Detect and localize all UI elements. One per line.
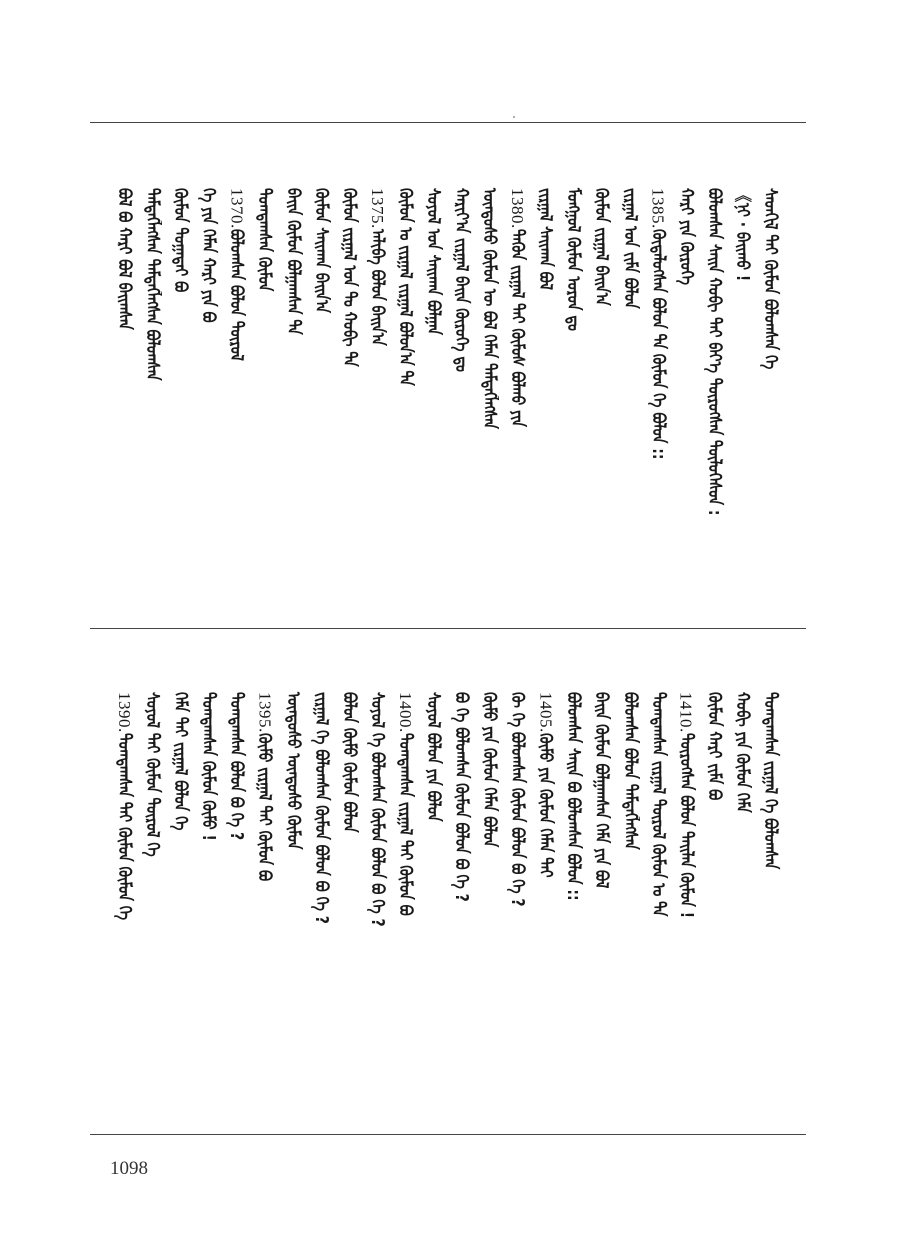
- verse-text: ᠵᠢᠷᠭᠠᠯ ᠬᠡ ᠪᠣᠯᠣᠭᠰᠠᠨ ᠬᠦᠮᠦᠨ ᠪᠣᠯᠣᠨ ᠪᠣ ᠬᠡ ?: [310, 692, 331, 924]
- verse-line: [393, 692, 417, 916]
- verse-line: [140, 692, 164, 857]
- verse-text: ᠬᠤᠪᠢ ᠶᠢᠨ ᠬᠦᠮᠦᠨ ᠬᠡᠮᠡ: [731, 692, 752, 813]
- scan-speck: [513, 116, 515, 118]
- line-number: 1380.: [508, 188, 528, 229]
- verse-text: ᠦᠨᠳᠦᠰᠦ ᠦᠨᠳᠦᠰᠦ ᠬᠦᠮᠦᠨ: [282, 692, 303, 850]
- verse-text: ᠬᠦᠮᠦᠨ ᠬᠠᠷᠢ ᠵᠢᠮᠡ ᠪᠣ: [703, 692, 724, 801]
- verse-text: ᠲᠣᠭᠲᠠᠭᠰᠠᠨ ᠬᠦᠮᠦᠨ ᠬᠦᠮᠦ !: [198, 692, 219, 841]
- verse-line: [224, 188, 248, 361]
- verse-line: [449, 188, 473, 372]
- verse-text: ᠬᠦᠮᠦ ᠵᠢᠷᠭᠠᠯ ᠲᠠᠢ ᠬᠦᠮᠦᠨ ᠪᠣ: [254, 732, 275, 881]
- verse-text: ᠰᠣᠶᠣᠯ ᠪᠣᠯᠣᠨ ᠶᠢᠨ ᠪᠣᠯᠣᠨ: [422, 692, 443, 822]
- verse-text: ᠬᠠᠷᠢ ᠶᠢᠨ ᠬᠦᠷᠦᠭᠡ: [675, 188, 696, 285]
- line-number: 1395.: [255, 692, 275, 733]
- verse-text: ᠲᠣᠭᠲᠠᠭᠰᠠᠨ ᠵᠢᠷᠭᠠᠯ ᠬᠡ ᠪᠣᠯᠣᠭᠰᠠᠨ: [760, 692, 780, 870]
- verse-line: [224, 692, 248, 840]
- verse-line: [758, 692, 782, 869]
- verse-line: [589, 692, 613, 888]
- line-number: 1390.: [115, 692, 134, 733]
- verse-line: [730, 692, 754, 813]
- verse-line: [702, 692, 726, 800]
- verse-line: [281, 188, 305, 335]
- verse-text: ᠪᠠᠢᠨ ᠬᠦᠮᠦᠨ ᠪᠣᠯᠭᠠᠭᠰᠠᠨ ᠲᠡ: [282, 188, 303, 335]
- verse-text: ᠪᠣ ᠬᠡ ᠪᠣᠯᠣᠭᠰᠠᠨ ᠬᠦᠮᠦᠨ ᠪᠣᠯᠣᠨ ᠪᠣ ᠬᠡ ?: [451, 692, 472, 902]
- verse-text: ᠪᠣᠯᠣᠭᠰᠠᠨ ᠰᠠᠢᠨ ᠬᠤᠪᠢ ᠲᠠᠢ ᠪᠡᠶ᠎ᠡ ᠲᠦᠷᠦᠭᠰᠡᠨ ᠲᠥᠯᠥᠭᠡᠰᠦᠨ :: [703, 188, 724, 516]
- verse-line: [196, 188, 220, 323]
- verse-line: [365, 692, 389, 927]
- verse-line: [252, 188, 276, 291]
- verse-text: ᠬᠦᠮᠦᠨ ᠵᠢᠷᠭᠠᠯ ᠤᠨ ᠲᠤ ᠬᠤᠪᠢ ᠲᠡ: [338, 188, 359, 367]
- verse-text: ᠲᠣᠭᠲᠠᠭᠰᠠᠨ ᠵᠢᠷᠭᠠᠯ ᠲᠠᠢ ᠬᠦᠮᠦᠨ ᠪᠣ: [394, 732, 415, 916]
- verse-line: [533, 692, 557, 877]
- verse-text: ᠲᠣᠭᠲᠠᠭᠰᠠᠨ ᠲᠠᠢ ᠬᠦᠮᠦᠨ ᠬᠦᠮᠦᠨ ᠬᠡ: [114, 732, 134, 920]
- verse-text: ᠬᠦᠮᠦᠨ ᠤ ᠵᠢᠷᠭᠠᠯ ᠵᠢᠷᠭᠠᠯ ᠪᠣᠯᠤᠨ᠎ᠠ ᠲᠡ: [394, 188, 415, 386]
- verse-line: [168, 692, 192, 830]
- verse-text: ᠬᠦ ᠬᠡ ᠪᠣᠯᠣᠭᠰᠠᠨ ᠬᠦᠮᠦᠨ ᠪᠣᠯᠣᠨ ᠪᠣ ᠬᠡ ?: [507, 692, 528, 907]
- verse-line: [281, 692, 305, 850]
- verse-line: [393, 188, 417, 386]
- line-number: 1375.: [367, 188, 387, 229]
- verse-text: ᠬᠦᠮᠦ ᠶᠢᠨ ᠬᠦᠮᠦᠨ ᠬᠡᠮᠡᠨ ᠲᠠᠢ: [535, 732, 556, 878]
- verse-line: [674, 188, 698, 285]
- verse-line: [589, 188, 613, 306]
- verse-line: [140, 188, 164, 381]
- verse-text: ᠬᠡ ᠶᠢᠨ ᠬᠡᠮᠡᠨ ᠬᠠᠷᠢ ᠶᠢᠨ ᠪᠣ: [198, 188, 219, 323]
- verse-text: ᠪᠣᠯᠣᠭᠰᠠᠨ ᠰᠠᠢᠨ ᠪᠣ ᠪᠣᠯᠣᠭᠰᠠᠨ ᠪᠣᠯᠣᠨ ::: [563, 692, 584, 901]
- verse-line: [561, 188, 585, 331]
- bottom-rule: [90, 1134, 806, 1135]
- verse-line: [112, 188, 136, 330]
- verse-line: [112, 692, 136, 920]
- verse-line: [618, 692, 642, 850]
- verse-line: [505, 692, 529, 907]
- verse-text: 《ᠨᠢ · ᠪᠠᠢᠬᠤ !: [731, 188, 752, 282]
- verse-line: [337, 188, 361, 367]
- verse-line: [646, 692, 670, 917]
- line-number: 1370.: [227, 188, 247, 229]
- verse-text: ᠪᠠᠢᠨ ᠬᠦᠮᠦᠨ ᠪᠣᠯᠭᠠᠭᠰᠠᠨ ᠬᠡᠮᠡ ᠶᠢᠨ ᠪᠣᠯ: [591, 692, 612, 889]
- verse-line: [168, 188, 192, 292]
- verse-line: [421, 188, 445, 335]
- line-number: 1400.: [395, 692, 415, 733]
- verse-text: ᠬᠦᠮᠦᠨ ᠲᠣᠭᠠᠲᠠᠢ ᠪᠣ: [170, 188, 191, 293]
- verse-text: ᠦᠨᠳᠦᠰᠦ ᠬᠦᠮᠦᠨ ᠦ ᠪᠣᠯ ᠬᠡᠮᠡᠨ ᠲᠡᠮᠳᠡᠭᠯᠡᠭᠰᠡᠨ: [479, 188, 500, 430]
- verse-line: [309, 188, 333, 313]
- verse-text: ᠵᠢᠷᠭᠠᠯ ᠤᠨ ᠵᠢᠮᠡ ᠪᠣᠯᠣᠨ: [619, 188, 640, 309]
- verse-line: [196, 692, 220, 841]
- verse-line: [252, 692, 276, 881]
- verse-text: ᠰᠣᠶᠣᠯ ᠬᠡ ᠪᠣᠯᠣᠭᠰᠠᠨ ᠬᠦᠮᠦᠨ ᠪᠣᠯᠣᠨ ᠪᠣ ᠬᠡ ?: [366, 692, 387, 927]
- middle-rule: [90, 628, 806, 629]
- verse-text: ᠰᠡᠳᠬᠢᠯ ᠲᠠᠢ ᠬᠦᠮᠦᠨ ᠪᠣᠯᠤᠭᠰᠠᠨ ᠬᠡ: [760, 188, 780, 370]
- verse-text: ᠪᠣᠯᠣᠭᠰᠠᠨ ᠪᠣᠯᠣᠨ ᠲᠦᠷᠦᠯ: [226, 228, 247, 361]
- verse-line: [309, 692, 333, 924]
- verse-line: [646, 188, 670, 459]
- page-number: 1098: [110, 1158, 148, 1179]
- verse-text: ᠬᠠᠷᠢᠶ᠎ᠠ ᠵᠢᠷᠭᠠᠯ ᠪᠠᠢᠨ ᠬᠦᠷᠦᠭᠡ ᠳᠤ: [451, 188, 472, 372]
- verse-line: [561, 692, 585, 901]
- verse-text: ᠬᠦᠮᠦ ᠶᠢᠨ ᠬᠦᠮᠦᠨ ᠬᠡᠮᠡᠨ ᠪᠣᠯᠣᠨ: [479, 692, 500, 848]
- verse-line: [337, 692, 361, 833]
- verse-text: ᠰᠣᠶᠣᠯ ᠤᠨ ᠰᠠᠢᠬᠠᠨ ᠪᠣᠯᠭᠠᠨ: [422, 188, 443, 336]
- verse-line: [533, 188, 557, 290]
- verse-text: ᠪᠣᠯᠣᠭᠰᠠᠨ ᠪᠣᠯᠣᠨ ᠲᠡᠮᠳᠡᠭᠯᠡᠭᠰᠡᠨ: [619, 692, 640, 850]
- verse-line: [449, 692, 473, 902]
- verse-text: ᠲᠡᠮᠳᠡᠭᠯᠡᠭᠰᠡᠨ ᠲᠡᠮᠳᠡᠭᠯᠡᠭᠰᠡᠨ ᠪᠣᠯᠣᠭᠰᠠᠨ: [142, 188, 163, 381]
- verse-text: ᠰᠣᠶᠣᠯ ᠲᠠᠢ ᠬᠦᠮᠦᠨ ᠲᠦᠷᠦᠯ ᠬᠡ: [142, 692, 163, 857]
- verse-line: [505, 188, 529, 427]
- verse-line: [365, 188, 389, 346]
- verse-line: [618, 188, 642, 309]
- top-rule: [90, 122, 806, 123]
- verse-line: [730, 188, 754, 281]
- verse-line: [674, 692, 698, 918]
- verse-text: ᠲᠡᠭᠦᠨ ᠵᠢᠷᠭᠠᠯ ᠲᠠᠢ ᠬᠦᠮᠦᠰ ᠪᠣᠯᠬᠤ ᠶᠢᠨ: [507, 228, 528, 427]
- verse-line: [421, 692, 445, 822]
- line-number: 1385.: [648, 188, 668, 229]
- verse-line: [702, 188, 726, 516]
- verse-text: ᠲᠣᠭᠲᠠᠭᠰᠠᠨ ᠬᠦᠮᠦᠨ: [254, 188, 275, 292]
- verse-text: ᠲᠣᠭᠲᠠᠭᠰᠠᠨ ᠵᠢᠷᠭᠠᠯ ᠲᠦᠷᠦᠯ ᠬᠦᠮᠦᠨ ᠤ ᠲᠡ: [647, 692, 668, 917]
- line-number: 1410.: [676, 692, 696, 733]
- verse-text: ᠵᠢᠷᠭᠠᠯ ᠰᠠᠢᠬᠠᠨ ᠪᠣᠯ: [535, 188, 556, 291]
- verse-line: [477, 692, 501, 847]
- verse-text: ᠬᠦᠮᠦᠨ ᠵᠢᠷᠭᠠᠯ ᠪᠠᠢᠨ᠎ᠠ: [591, 188, 612, 306]
- verse-text: ᠬᠦᠳᠡᠯᠦᠭᠰᠡᠨ ᠪᠣᠯᠣᠨ ᠲᠡ ᠬᠦᠮᠦᠨ ᠬᠡ ᠪᠣᠯᠣᠨ ::: [647, 228, 668, 460]
- line-number: 1405.: [536, 692, 556, 733]
- verse-text: ᠠᠯᠢᠪᠠ ᠪᠣᠯᠣᠨ ᠪᠠᠢᠨ᠎ᠠ: [366, 228, 387, 346]
- verse-line: [477, 188, 501, 429]
- verse-text: ᠬᠦᠮᠦᠨ ᠰᠠᠢᠬᠠᠨ ᠪᠠᠢᠨ᠎ᠠ: [310, 188, 331, 314]
- verse-text: ᠲᠣᠭᠲᠠᠭᠰᠠᠨ ᠪᠣᠯᠣᠨ ᠪᠣ ᠬᠡ ?: [226, 692, 247, 841]
- verse-text: ᠪᠣᠯ ᠪᠣ ᠬᠠᠷᠢ ᠪᠣᠯ ᠪᠠᠢᠭᠰᠠᠨ: [114, 188, 134, 330]
- verse-text: ᠪᠣᠯᠣᠨ ᠬᠦᠮᠦ ᠬᠦᠮᠦᠨ ᠪᠣᠯᠣᠨ: [338, 692, 359, 833]
- verse-text: ᠮᠣᠩᠭᠣᠯ ᠬᠦᠮᠦᠨ ᠣᠷᠣᠨ ᠳᠤ: [563, 188, 584, 331]
- verse-line: [758, 188, 782, 369]
- verse-text: ᠬᠡᠮᠡ ᠲᠠᠢ ᠵᠢᠷᠭᠠᠯ ᠪᠣᠯᠣᠨ ᠬᠡ: [170, 692, 191, 831]
- verse-text: ᠲᠦᠷᠦᠭᠰᠡᠨ ᠪᠣᠯᠣᠨ ᠲᠠᠢᠯᠠᠨ ᠬᠦᠮᠦᠨ !: [675, 732, 696, 918]
